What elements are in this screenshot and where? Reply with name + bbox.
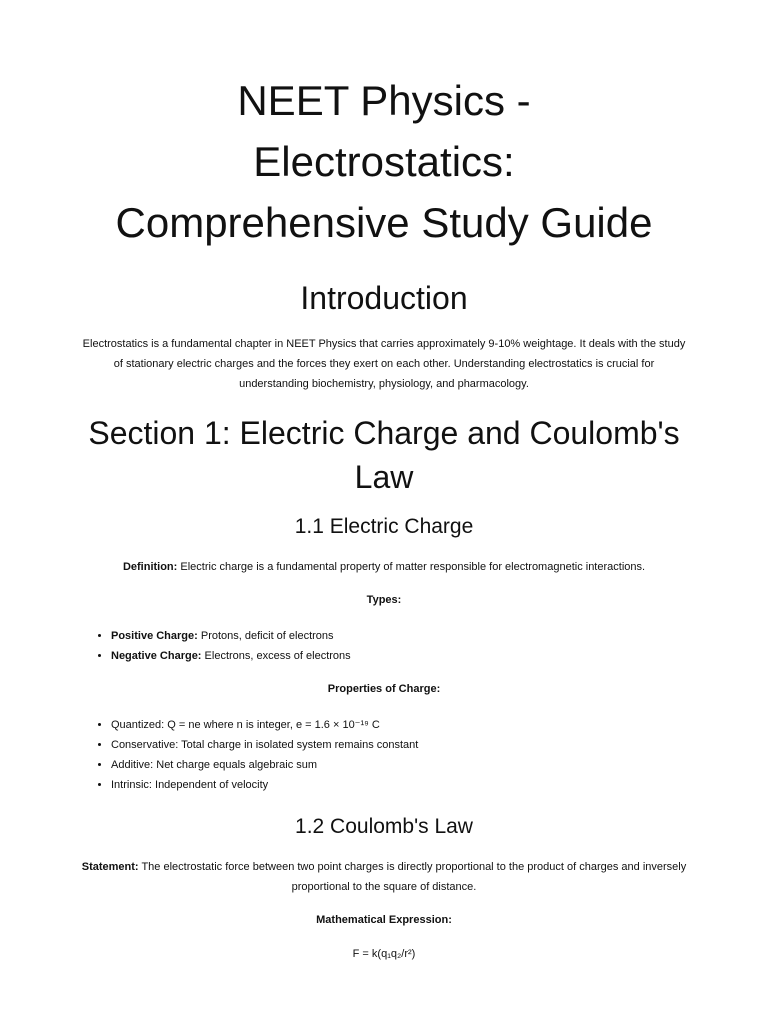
introduction-heading: Introduction bbox=[300, 280, 468, 316]
title-line-3: Comprehensive Study Guide bbox=[115, 199, 653, 246]
title-line-2: Electrostatics: bbox=[253, 138, 515, 185]
statement-text: The electrostatic force between two point charges is directly proportional to the product of charges and inversely proportional to the square of distance. bbox=[138, 861, 687, 893]
charge-types-list bbox=[78, 626, 690, 666]
statement-label: Statement: bbox=[81, 861, 139, 873]
definition-paragraph bbox=[78, 557, 690, 577]
list-item: • Additive: Net charge equals algebraic sum bbox=[111, 755, 690, 775]
statement-paragraph bbox=[78, 857, 690, 897]
list-item bbox=[111, 646, 690, 666]
coulomb-formula: F = k(q₁q₂/r²) bbox=[352, 948, 416, 960]
list-item: • Intrinsic: Independent of velocity bbox=[111, 775, 690, 795]
positive-charge-text: Protons, deficit of electrons bbox=[197, 630, 334, 642]
electric-charge-heading: 1.1 Electric Charge bbox=[294, 515, 474, 538]
negative-charge-text: Electrons, excess of electrons bbox=[201, 650, 351, 662]
positive-charge-label: Positive Charge: bbox=[111, 630, 198, 642]
definition-label: Definition: bbox=[122, 561, 178, 573]
properties-label: Properties of Charge: bbox=[327, 683, 441, 695]
negative-charge-label: Negative Charge: bbox=[111, 650, 202, 662]
charge-properties-list bbox=[78, 715, 690, 795]
types-label: Types: bbox=[366, 594, 402, 606]
introduction-text: Electrostatics is a fundamental chapter in NEET Physics that carries approximately 9-10% weightage. It deals with the study of stationary electric charges and the forces they exert on each other. Understanding electrostatics is crucial for understanding biochemistry, physiology, and pharmacology. bbox=[82, 338, 686, 390]
section-1-heading: Section 1: Electric Charge and Coulomb's Law bbox=[88, 415, 680, 495]
definition-text: Electric charge is a fundamental property of matter responsible for electromagnetic interactions. bbox=[177, 561, 646, 573]
math-expression-label: Mathematical Expression: bbox=[316, 914, 452, 926]
coulombs-law-heading: 1.2 Coulomb's Law bbox=[295, 815, 473, 838]
title-line-1: NEET Physics - bbox=[237, 77, 531, 124]
list-item: • Conservative: Total charge in isolated system remains constant bbox=[111, 735, 690, 755]
list-item bbox=[111, 626, 690, 646]
list-item: • Quantized: Q = ne where n is integer, e = 1.6 × 10⁻¹⁹ C bbox=[111, 715, 690, 735]
document-title bbox=[78, 0, 690, 253]
